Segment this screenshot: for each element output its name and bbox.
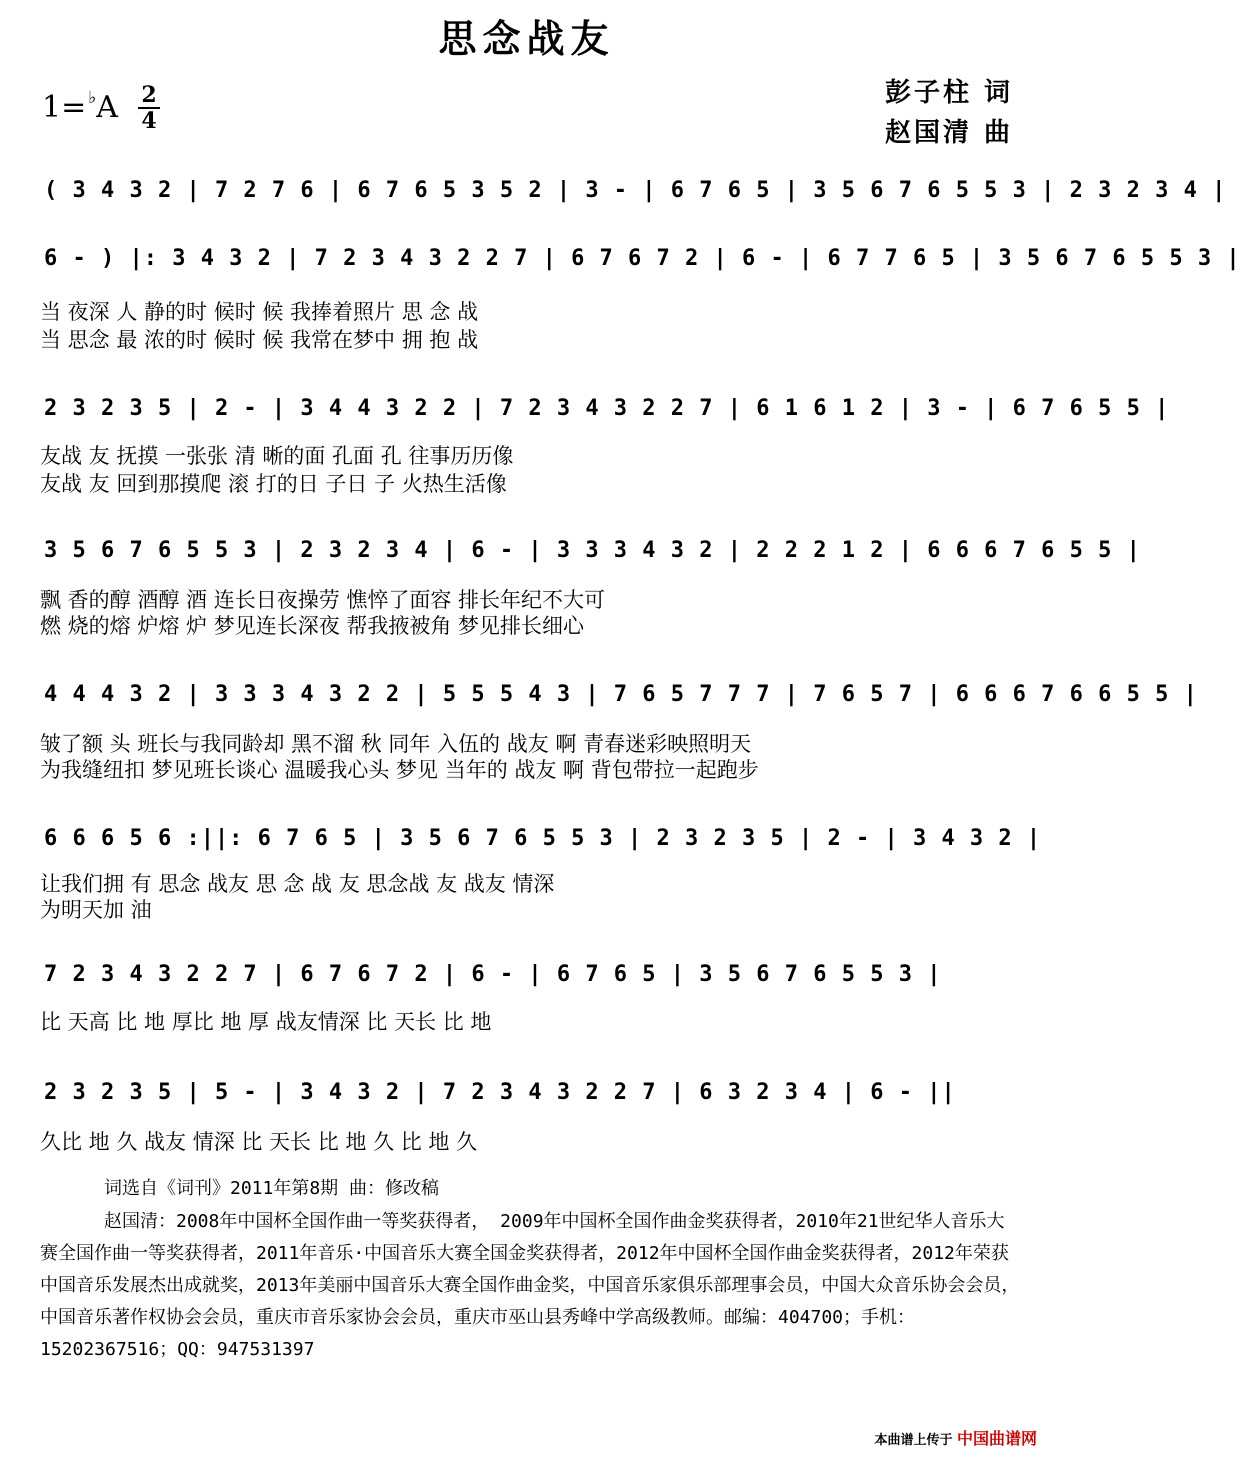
- time-signature-top: 2: [141, 82, 157, 108]
- notes: 3 5 6 7 6 5 5 3 | 2 3 2 3 4 | 6 - | 3 3 3 4 3 2 | 2 2 2 1 2 | 6 6 6 7 6 5 5 |: [44, 538, 1141, 563]
- page-title: 思念战友: [438, 16, 615, 61]
- notation-row-5: [40, 676, 1198, 736]
- time-signature-bottom: 4: [141, 108, 157, 134]
- lyric-row-8: 久比 地 久 战友 情深 比 天长 比 地 久 比 地 久: [40, 1130, 478, 1154]
- notes: 2 3 2 3 5 | 2 - | 3 4 4 3 2 2 | 7 2 3 4 3 2 2 7 | 6 1 6 1 2 | 3 - | 6 7 6 5 5 |: [44, 396, 1170, 421]
- composer-bio: 赵国清：2008年中国杯全国作曲一等奖获得者， 2009年中国杯全国作曲金奖获得者，2010年21世纪华人音乐大赛全国作曲一等奖获得者，2011年音乐·中国音乐大赛全国金奖获得者，2012年中国杯全国作曲金奖获得者，2012年荣获中国音乐发展杰出成就奖，2013年美丽中国音乐大赛全国作曲金奖，中国音乐家俱乐部理事会员，中国大众音乐协会会员，中国音乐著作权协会会员，重庆市音乐家协会会员，重庆市巫山县秀峰中学高级教师。邮编：404700；手机：15202367516；QQ：947531397: [40, 1211, 1020, 1360]
- notation-row-4: [40, 532, 1141, 592]
- notes: 4 4 4 3 2 | 3 3 3 4 3 2 2 | 5 5 5 4 3 | 7 6 5 7 7 7 | 7 6 5 7 | 6 6 6 7 6 6 5 5 |: [44, 682, 1198, 707]
- notes: 6 6 6 5 6 :||: 6 7 6 5 | 3 5 6 7 6 5 5 3 | 2 3 2 3 5 | 2 - | 3 4 3 2 |: [44, 826, 1042, 851]
- watermark-site: 中国曲谱网: [956, 1429, 1037, 1448]
- lyric-row-5-v1: 皱了额 头 班长与我同龄却 黑不溜 秋 同年 入伍的 战友 啊 青春迷彩映照明天: [40, 732, 752, 756]
- lyric-row-6-v1: 让我们拥 有 思念 战友 思 念 战 友 思念战 友 战友 情深: [40, 872, 555, 896]
- notes: ( 3 4 3 2 | 7 2 7 6 | 6 7 6 5 3 5 2 | 3 - | 6 7 6 5 | 3 5 6 7 6 5 5 3 | 2 3 2 3 4 |: [44, 178, 1227, 203]
- lyric-row-3-v1: 友战 友 抚摸 一张张 清 晰的面 孔面 孔 往事历历像: [40, 444, 514, 468]
- lyric-row-6-v2: 为明天加 油: [40, 898, 152, 922]
- lyricist-credit: 彭子柱 词: [884, 78, 1013, 108]
- lyric-row-4-v2: 燃 烧的熔 炉熔 炉 梦见连长深夜 帮我掖被角 梦见排长细心: [40, 614, 585, 638]
- notes: 2 3 2 3 5 | 5 - | 3 4 3 2 | 7 2 3 4 3 2 2 7 | 6 3 2 3 4 | 6 - ||: [44, 1080, 956, 1105]
- notation-row-1: [40, 172, 1227, 232]
- source-note: 词选自《词刊》2011年第8期 曲：修改稿: [104, 1178, 440, 1199]
- lyric-row-7: 比 天高 比 地 厚比 地 厚 战友情深 比 天长 比 地: [40, 1010, 492, 1034]
- lyric-row-4-v1: 飘 香的醇 酒醇 酒 连长日夜操劳 憔悴了面容 排长年纪不大可: [40, 588, 606, 612]
- watermark: [874, 1426, 1037, 1449]
- flat-sign: ♭: [88, 88, 97, 108]
- notes: 6 - ) |: 3 4 3 2 | 7 2 3 4 3 2 2 7 | 6 7 6 7 2 | 6 - | 6 7 7 6 5 | 3 5 6 7 6 5 5 3 |: [44, 246, 1241, 271]
- key-prefix: 1=: [42, 90, 87, 125]
- lyric-row-3-v2: 友战 友 回到那摸爬 滚 打的日 子日 子 火热生活像: [40, 472, 507, 496]
- notes: 7 2 3 4 3 2 2 7 | 6 7 6 7 2 | 6 - | 6 7 6 5 | 3 5 6 7 6 5 5 3 |: [44, 962, 942, 987]
- notation-row-8: [40, 1074, 1020, 1134]
- notation-row-2: [40, 240, 1241, 300]
- composer-credit: 赵国清 曲: [884, 118, 1013, 148]
- time-signature: [138, 84, 160, 132]
- key-note: A: [96, 90, 118, 125]
- lyric-row-5-v2: 为我缝纽扣 梦见班长谈心 温暖我心头 梦见 当年的 战友 啊 背包带拉一起跑步: [40, 758, 759, 782]
- lyric-row-2-v2: 当 思念 最 浓的时 候时 候 我常在梦中 拥 抱 战: [40, 328, 479, 352]
- key-signature: [42, 88, 118, 125]
- lyric-row-2-v1: 当 夜深 人 静的时 候时 候 我捧着照片 思 念 战: [40, 300, 479, 324]
- watermark-text: 本曲谱上传于: [874, 1433, 953, 1448]
